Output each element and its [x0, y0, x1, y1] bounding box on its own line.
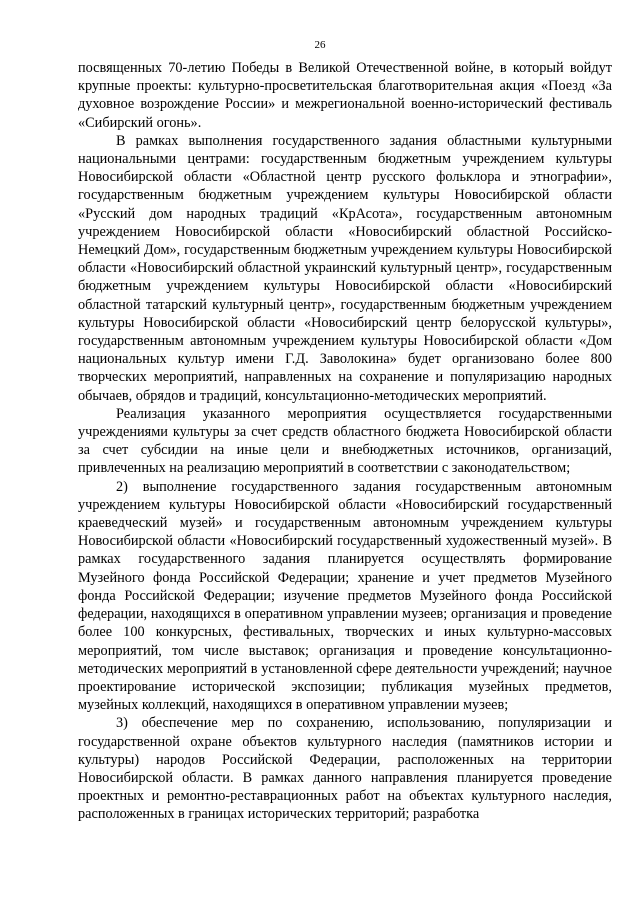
paragraph-continuation: посвященных 70-летию Победы в Великой Отечественной войне, в который войдут крупные проекты: культурно-просветительская благотворительная акция «Поезд «За духовное возрождение России» и межрегиональной военно-исторический фестиваль «Сибирский огонь». [78, 60, 612, 131]
paragraph-national-centers: В рамках выполнения государственного задания областными культурными национальными центрами: государственным бюджетным учреждением культуры Новосибирской области «Областной центр русского фольклора и этнографии», государственным бюджетным учреждением культуры Новосибирской области «Русский дом народных традиций «КрАсота», государственным автономным учреждением Новосибирской области «Новосибирский областной Российско-Немецкий Дом», государственным бюджетным учреждением культуры Новосибирской области «Новосибирский областной украинский культурный центр», государственным бюджетным учреждением культуры Новосибирской области «Новосибирский областной татарский культурный центр», государственным бюджетным учреждением культуры Новосибирской области «Новосибирский центр белорусской культуры», государственным автономным учреждением культуры Новосибирской области «Дом национальных культур имени Г.Д. Заволокина» будет организовано более 800 творческих мероприятий, направленных на сохранение и популяризацию народных обычаев, обрядов и традиций, консультационно-методических мероприятий. [78, 132, 612, 404]
document-body [78, 59, 612, 824]
paragraph-item-3-heritage: 3) обеспечение мер по сохранению, использованию, популяризации и государственной охране объектов культурного наследия (памятников истории и культуры) народов Российской Федерации, расположенных на территории Новосибирской области. В рамках данного направления планируется проведение проектных и ремонтно-реставрационных работ на объектах культурного наследия, расположенных в границах исторических территорий; разработка [78, 715, 612, 823]
paragraph-item-2-museums: 2) выполнение государственного задания государственным автономным учреждением культуры Новосибирской области «Новосибирский государственный краеведческий музей» и государственным автономным учреждением культуры Новосибирской области «Новосибирский государственный художественный музей». В рамках государственного задания планируется осуществлять формирование Музейного фонда Российской Федерации; хранение и учет предметов Музейного фонда Российской Федерации; изучение предметов Музейного фонда Российской федерации, находящихся в оперативном управлении музеев; организация и проведение более 100 конкурсных, фестивальных, творческих и иных культурно-массовых мероприятий, том числе выставок; организация и проведение консультационно-методических мероприятий в установленной сфере деятельности учреждений; научное проектирование исторической экспозиции; публикация музейных предметов, музейных коллекций, находящихся в оперативном управлении музеев; [78, 478, 612, 714]
paragraph-implementation: Реализация указанного мероприятия осуществляется государственными учреждениями культуры за счет средств областного бюджета Новосибирской области за счет субсидии на иные цели и внебюджетных источников, организаций, привлеченных на реализацию мероприятий в соответствии с законодательством; [78, 405, 612, 477]
page-number: 26 [314, 39, 326, 51]
